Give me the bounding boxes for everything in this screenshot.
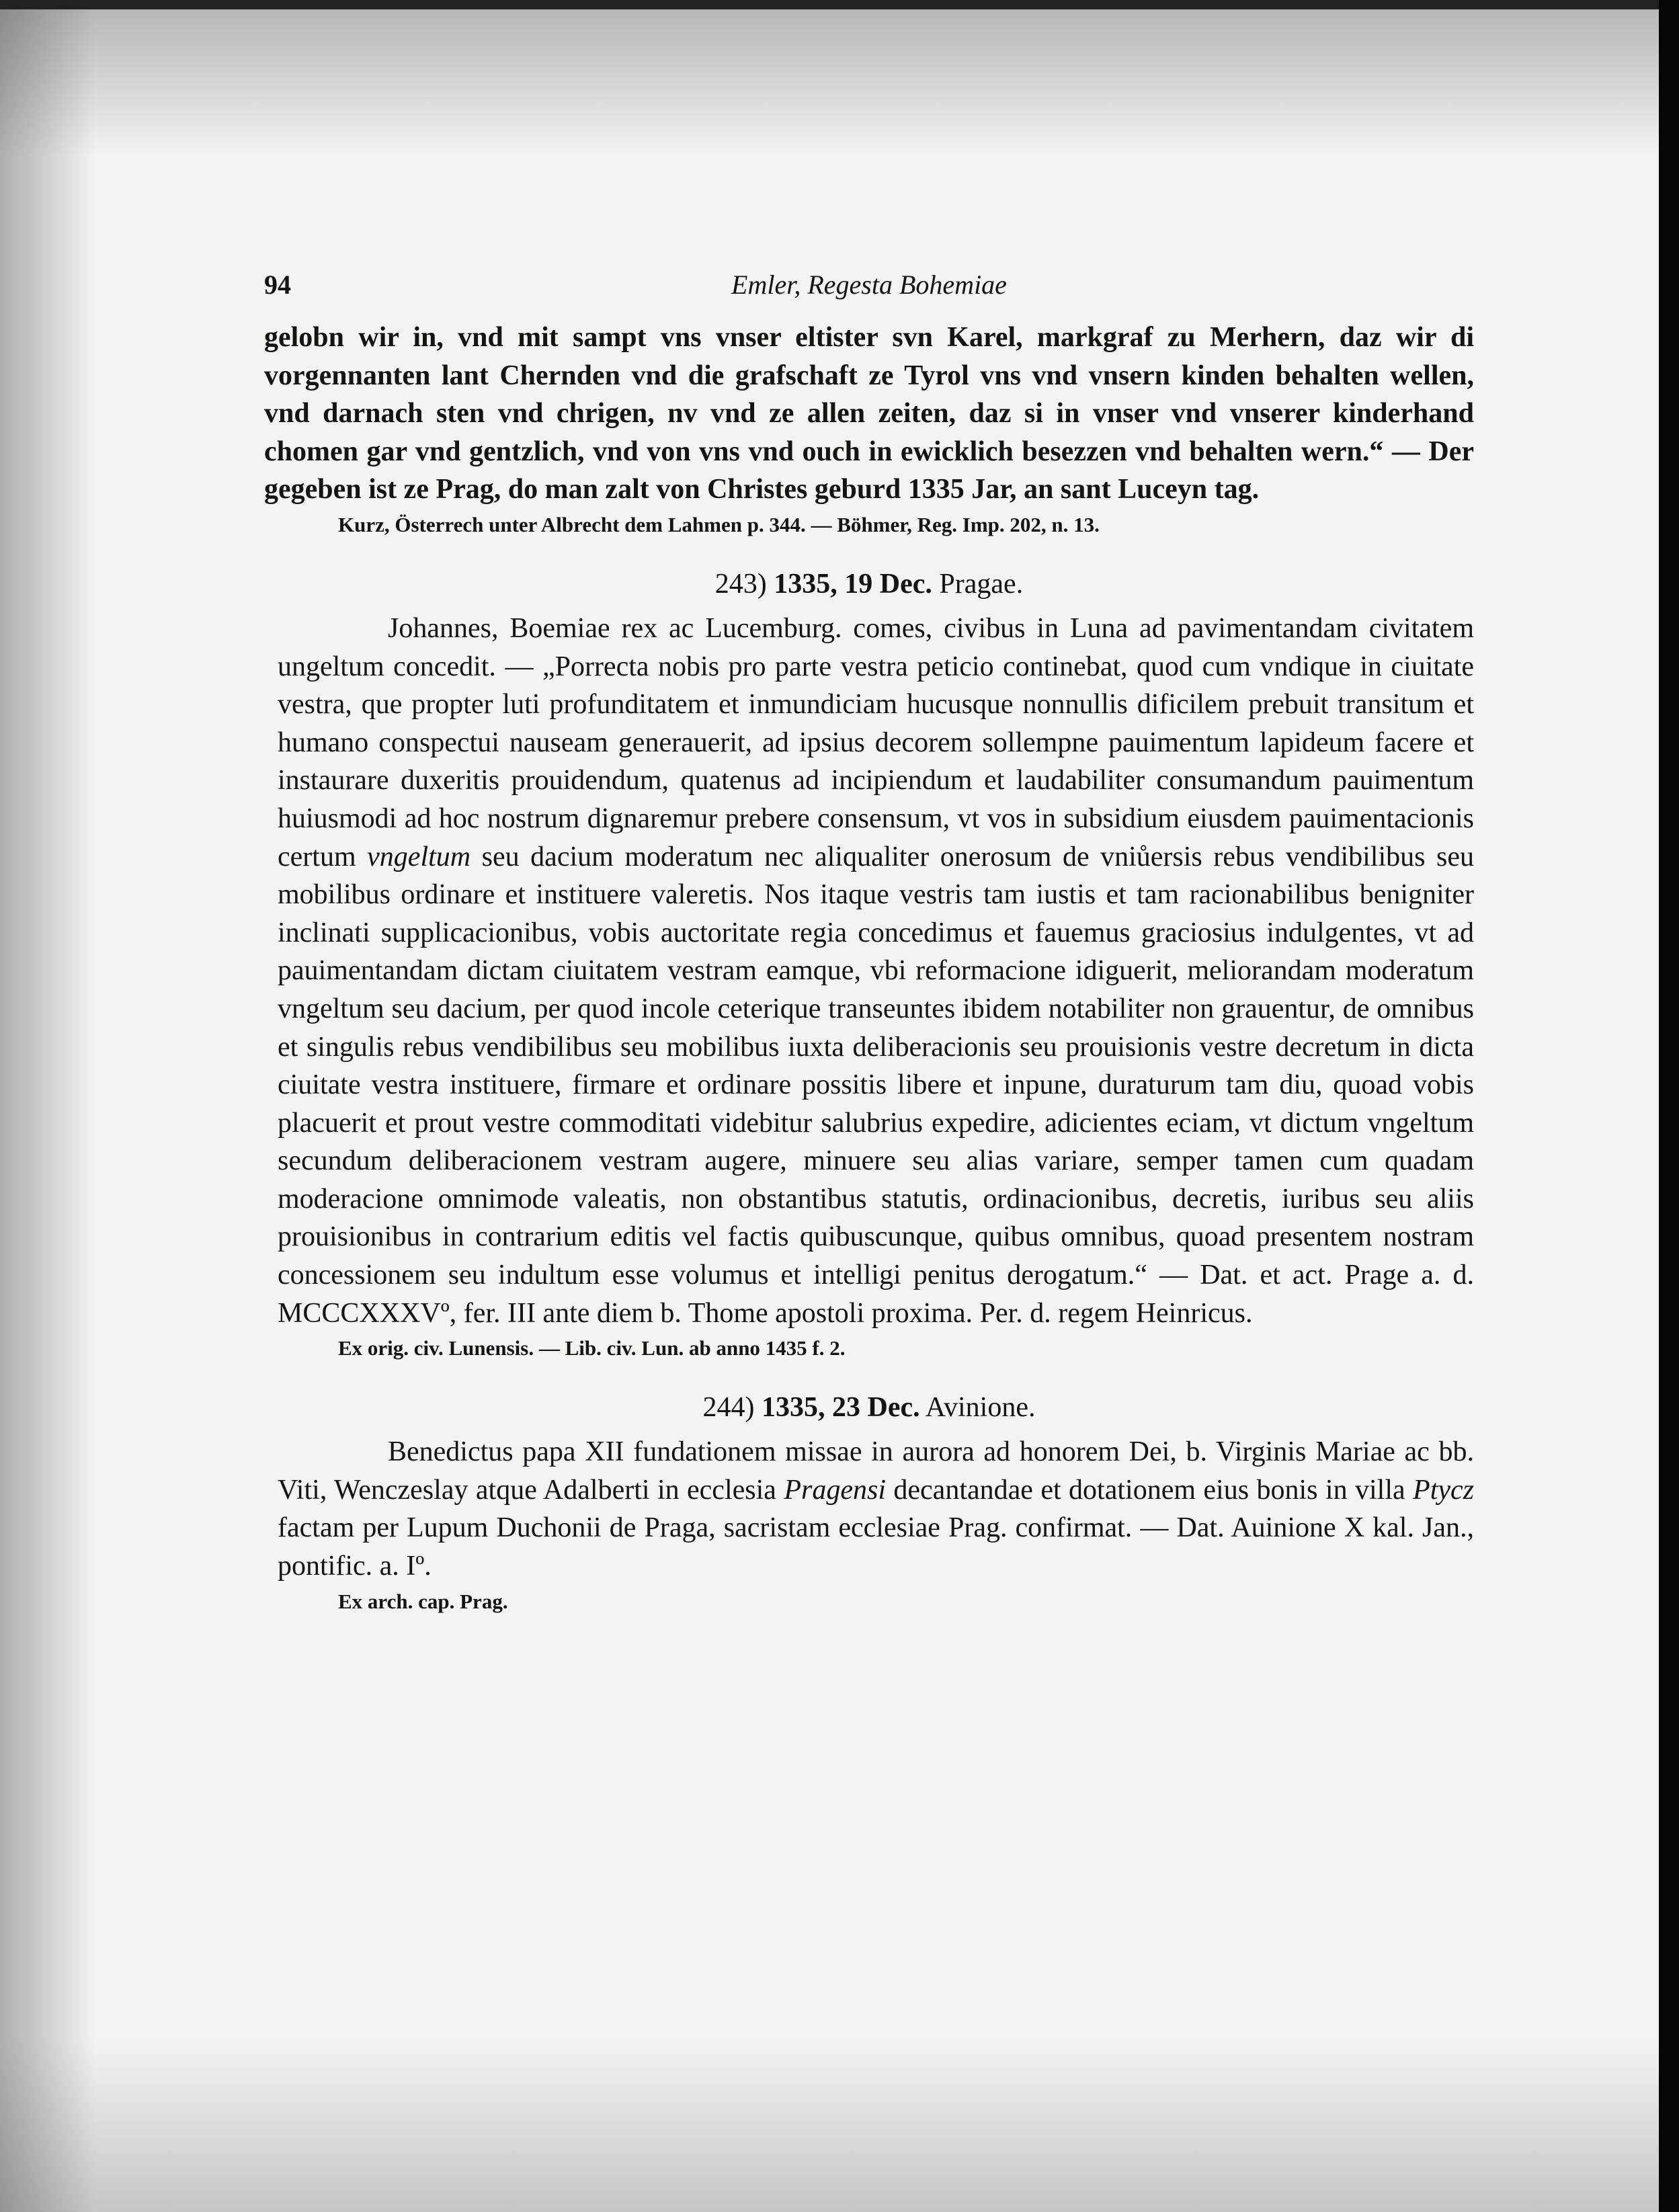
entry-243-italic-term: vngeltum xyxy=(367,841,471,872)
entry-243-heading xyxy=(264,565,1474,603)
entry-244-number: 244) xyxy=(702,1392,755,1424)
continuation-source: Kurz, Österrech unter Albrecht dem Lahmen p. 344. — Böhmer, Reg. Imp. 202, n. 13. xyxy=(338,512,1100,536)
entry-244-italic-place-1: Pragensi xyxy=(784,1474,886,1506)
entry-243-text xyxy=(264,610,1474,1332)
continuation-paragraph: gelobn wir in, vnd mit sampt vns vnser eltister svn Karel, markgraf zu Merhern, daz wir di vorgennanten lant Chernden vnd die grafschaft ze Tyrol vns vnd vnsern kinden behalten wellen, vnd darnach sten vnd chrigen, nv vnd ze allen zeiten, daz si in vnser vnd vnserer kinderhand chomen gar vnd gentzlich, vnd von vns vnd ouch in ewicklich besezzen vnd behalten wern.“ — Der gegeben ist ze Prag, do man zalt von Christes geburd 1335 Jar, an sant Luceyn tag. xyxy=(264,322,1474,505)
entry-244-place: Avinione. xyxy=(925,1392,1036,1424)
entry-244-text-part1: Benedictus papa XII fundationem missae in aurora ad honorem Dei, b. Virginis Mariae ac bb. Viti, Wenczeslay atque Adalberti in ecclesia xyxy=(278,1436,1474,1506)
entry-243-text-part1: Johannes, Boemiae rex ac Lucemburg. comes, civibus in Luna ad pavimentandam civitatem ungeltum concedit. — „Porrecta nobis pro parte vestra peticio continebat, quod cum vndique in ciuitate vestra, que propter luti profunditatem et inmundiciam hucusque nonnullis dificilem prebuit transitum et humano conspectui nauseam generauerit, ad ipsius decorem sollempne pauimentum lapideum facere et instaurare duxeritis prouidendum, quatenus ad incipiendum et laudabiliter consumandum pauimentum huiusmodi ad hoc nostrum dignaremur prebere consensum, vt vos in subsidium eiusdem pauimentacionis certum xyxy=(278,612,1474,872)
running-title: Emler, Regesta Bohemiae xyxy=(731,270,1007,300)
entry-243-text-part2: seu dacium moderatum nec aliqualiter onerosum de vniůersis rebus vendibilibus seu mobilibus ordinare et instituere valeretis. Nos itaque vestris tam iustis et tam racionabilibus benigniter inclinati supplicacionibus, vobis auctoritate regia concedimus et fauemus graciosius indulgentes, vt ad pauimentandam dictam ciuitatem vestram eamque, vbi reformacione idiguerit, meliorandam moderatum vngeltum seu dacium, per quod incole ceterique transeuntes ibidem notabiliter non grauentur, de omnibus et singulis rebus vendibilibus seu mobilibus iuxta deliberacionis seu prouisionis vestre decretum in dicta ciuitate vestra instituere, firmare et ordinare possitis libere et inpune, duraturum tam diu, quoad vobis placuerit et prout vestre commoditati videbitur salubrius expedire, adicientes eciam, vt dictum vngeltum secundum deliberacionem vestram augere, minuere seu alias variare, semper tamen cum quadam moderacione omnimode valeatis, non obstantibus statutis, ordinacionibus, decretis, iuribus seu aliis prouisionibus in contrarium editis vel factis quibuscunque, quibus omnibus, quoad presentem nostram concessionem seu indultum esse volumus et intelligi penitus derogatum.“ — Dat. et act. Prage a. d. MCCCXXXVº, fer. III ante diem b. Thome apostoli proxima. Per. d. regem Heinricus. xyxy=(278,841,1475,1329)
scan-shadow-left xyxy=(0,0,94,2212)
entry-244-heading xyxy=(264,1389,1474,1426)
entry-243-number: 243) xyxy=(714,568,767,600)
scan-shadow-top xyxy=(0,9,1659,157)
scan-edge-top xyxy=(0,0,1679,9)
entry-244-date: 1335, 23 Dec. xyxy=(761,1392,920,1424)
entry-244-text xyxy=(264,1433,1474,1585)
book-page xyxy=(264,269,1474,1616)
page-number: 94 xyxy=(264,270,291,300)
entry-244-source: Ex arch. cap. Prag. xyxy=(338,1589,508,1613)
entry-243-source: Ex orig. civ. Lunensis. — Lib. civ. Lun. ab anno 1435 f. 2. xyxy=(338,1336,846,1360)
entry-243-place: Pragae. xyxy=(939,568,1024,600)
running-head xyxy=(264,269,1474,309)
scan-shadow-bottom xyxy=(0,2037,1659,2212)
scan-edge-right xyxy=(1659,0,1679,2212)
entry-244-italic-place-2: Ptycz xyxy=(1413,1474,1474,1506)
entry-243-date: 1335, 19 Dec. xyxy=(774,568,932,600)
entry-244-text-part3: factam per Lupum Duchonii de Praga, sacristam ecclesiae Prag. confirmat. — Dat. Auinione X kal. Jan., pontific. a. Iº. xyxy=(278,1512,1474,1582)
entry-244-text-part2: decantandae et dotationem eius bonis in villa xyxy=(885,1474,1414,1506)
